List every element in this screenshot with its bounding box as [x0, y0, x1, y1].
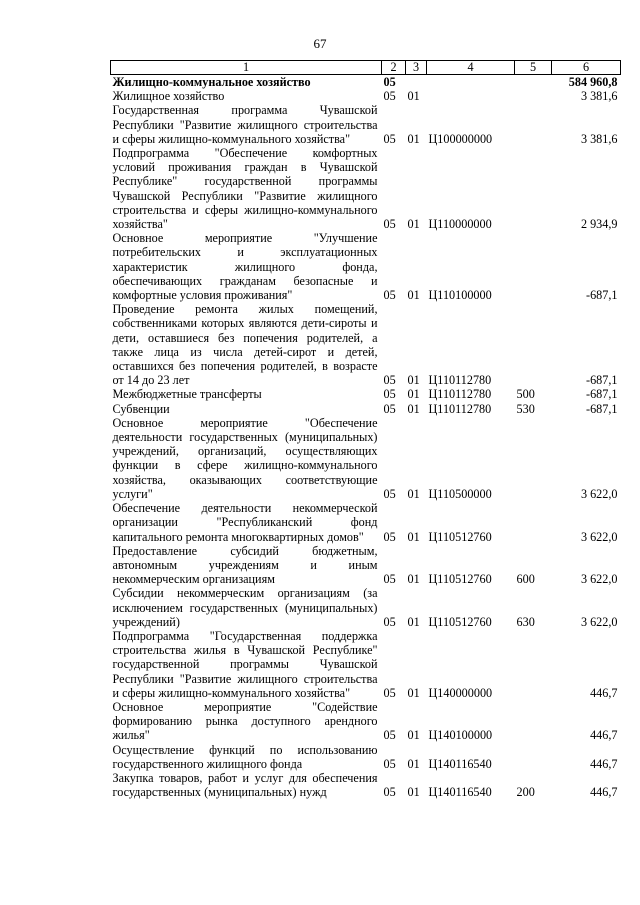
row-subsection-cell: 01: [407, 373, 420, 388]
row-subsection-cell: 01: [407, 486, 420, 501]
table-row: [111, 146, 621, 231]
table-row: [111, 402, 621, 416]
row-target-article-cell: Ц140116540: [428, 785, 492, 800]
row-target-article-cell: Ц110112780: [428, 387, 492, 402]
row-target-article-cell: Ц140000000: [428, 685, 493, 700]
row-expense-type-cell: [515, 416, 552, 501]
row-expense-type-cell: [515, 103, 552, 146]
row-subsection-cell: 01: [407, 756, 420, 771]
table-body: [111, 75, 621, 800]
row-target-article-cell: Ц100000000: [428, 131, 493, 146]
row-section-cell: 05: [383, 785, 396, 800]
table-row: [111, 89, 621, 103]
table-row: [111, 629, 621, 700]
row-name-cell: Субвенции: [112, 401, 170, 416]
row-amount-cell: 446,7: [590, 785, 618, 800]
row-section-cell: 05: [383, 75, 396, 89]
row-section-cell: 05: [383, 529, 396, 544]
row-name-cell: Проведение ремонта жилых помещений, собственниками которых являются дети-сироты и дети, оставшиеся без попечения родителей, а также лица из числа детей-сирот и детей, оставшихся без попечения родителей, в возрасте от 14 до 23 лет: [112, 302, 378, 388]
table-row: [111, 387, 621, 401]
row-target-article-cell: Ц110112780: [428, 401, 492, 416]
row-expense-type-cell: [515, 75, 552, 90]
row-expense-type-cell: [515, 89, 552, 103]
row-expense-type-cell: [515, 302, 552, 387]
row-expense-type-cell: 500: [516, 387, 535, 402]
row-name-cell: Подпрограмма "Обеспечение комфортных условий проживания граждан в Чувашской Республике" государственной программы Чувашской Республики "Развитие жилищного строительства и сферы жилищно-коммунального хозяйства": [112, 146, 378, 232]
row-amount-cell: 3 622,0: [580, 614, 618, 629]
row-expense-type-cell: [515, 146, 552, 231]
header-cell: 1: [111, 61, 382, 75]
row-name-cell: Государственная программа Чувашской Республики "Развитие жилищного строительства и сферы жилищно-коммунального хозяйства": [112, 103, 378, 146]
row-name-cell: Жилищное хозяйство: [112, 89, 225, 104]
table-row: [111, 416, 621, 501]
row-section-cell: 05: [383, 288, 396, 303]
row-section-cell: 05: [383, 217, 396, 232]
row-name-cell: Межбюджетные трансферты: [112, 387, 262, 402]
row-subsection-cell: 01: [407, 217, 420, 232]
row-target-article-cell: Ц110100000: [428, 288, 492, 303]
table-row: [111, 586, 621, 629]
row-subsection-cell: 01: [407, 785, 420, 800]
row-amount-cell: 2 934,9: [580, 217, 618, 232]
row-name-cell: Предоставление субсидий бюджетным, автономным учреждениям и иным некоммерческим организациям: [112, 543, 378, 587]
row-expense-type-cell: [515, 231, 552, 302]
table-row: [111, 771, 621, 799]
row-subsection-cell: 01: [407, 728, 420, 743]
row-subsection-cell: 01: [407, 614, 420, 629]
row-expense-type-cell: [515, 629, 552, 700]
row-target-article-cell: Ц110512760: [428, 614, 492, 629]
row-expense-type-cell: [515, 743, 552, 771]
row-amount-cell: 3 622,0: [580, 572, 618, 587]
row-amount-cell: 3 622,0: [580, 486, 618, 501]
row-subsection-cell: [406, 75, 427, 90]
row-section-cell: 05: [383, 401, 396, 416]
row-section-cell: 05: [383, 89, 396, 104]
row-expense-type-cell: [515, 700, 552, 743]
row-expense-type-cell: 630: [516, 614, 535, 629]
row-name-cell: Закупка товаров, работ и услуг для обеспечения государственных (муниципальных) нужд: [112, 770, 378, 800]
row-expense-type-cell: 530: [516, 401, 535, 416]
table-row: [111, 302, 621, 387]
row-subsection-cell: 01: [407, 572, 420, 587]
table-row: [111, 743, 621, 771]
header-cell: 3: [406, 61, 427, 75]
row-section-cell: 05: [383, 373, 396, 388]
row-name-cell: Основное мероприятие "Содействие формированию рынка доступного арендного жилья": [112, 699, 378, 743]
row-section-cell: 05: [383, 756, 396, 771]
header-cell: 5: [515, 61, 552, 75]
row-section-cell: 05: [383, 728, 396, 743]
row-name-cell: Осуществление функций по использованию государственного жилищного фонда: [112, 742, 378, 771]
row-amount-cell: -687,1: [586, 373, 618, 388]
table-header-row: [111, 61, 621, 75]
row-name-cell: Основное мероприятие "Улучшение потребительских и эксплуатационных характеристик жилищного фонда, обеспечивающих гражданам безопасные и комфортные условия проживания": [112, 231, 378, 303]
row-subsection-cell: 01: [407, 131, 420, 146]
row-section-cell: 05: [383, 572, 396, 587]
row-target-article-cell: [427, 89, 515, 103]
table-row: [111, 103, 621, 146]
table-row: [111, 75, 621, 90]
row-name-cell: Жилищно-коммунальное хозяйство: [112, 75, 311, 89]
row-target-article-cell: Ц110000000: [428, 217, 492, 232]
row-section-cell: 05: [383, 685, 396, 700]
row-name-cell: Обеспечение деятельности некоммерческой организации "Республиканский фонд капитального ремонта многоквартирных домов": [112, 501, 378, 544]
table-row: [111, 231, 621, 302]
row-subsection-cell: 01: [407, 89, 420, 104]
row-target-article-cell: Ц110500000: [428, 486, 492, 501]
row-section-cell: 05: [383, 131, 396, 146]
row-target-article-cell: Ц110512760: [428, 572, 492, 587]
budget-table: [110, 60, 621, 799]
table-row: [111, 544, 621, 587]
page-number: 67: [313, 36, 327, 51]
row-target-article-cell: [427, 75, 515, 90]
row-amount-cell: 3 381,6: [580, 131, 618, 146]
row-amount-cell: -687,1: [586, 387, 618, 402]
row-subsection-cell: 01: [407, 387, 420, 402]
row-expense-type-cell: [515, 501, 552, 544]
row-target-article-cell: Ц110112780: [428, 373, 492, 388]
row-subsection-cell: 01: [407, 685, 420, 700]
row-amount-cell: 446,7: [590, 728, 618, 743]
row-subsection-cell: 01: [407, 288, 420, 303]
table-row: [111, 700, 621, 743]
row-name-cell: Подпрограмма "Государственная поддержка строительства жилья в Чувашской Республике" государственной программы Чувашской Республики "Развитие жилищного строительства и сферы жилищно-коммунального хозяйства": [112, 628, 378, 700]
row-amount-cell: 446,7: [590, 756, 618, 771]
row-expense-type-cell: 200: [516, 785, 535, 800]
row-amount-cell: 584 960,8: [568, 75, 618, 89]
row-name-cell: Субсидии некоммерческим организациям (за исключением государственных (муниципальных) учреждений): [112, 586, 378, 629]
row-subsection-cell: 01: [407, 401, 420, 416]
row-subsection-cell: 01: [407, 529, 420, 544]
row-section-cell: 05: [383, 614, 396, 629]
row-amount-cell: 3 622,0: [580, 529, 618, 544]
row-amount-cell: 446,7: [590, 685, 618, 700]
header-cell: 4: [427, 61, 515, 75]
row-amount-cell: -687,1: [586, 288, 618, 303]
row-target-article-cell: Ц140116540: [428, 756, 492, 771]
row-name-cell: Основное мероприятие "Обеспечение деятельности государственных (муниципальных) учреждений, организаций, осуществляющих функции в сфере жилищно-коммунального хозяйства, оказывающих соответствующие услуги": [112, 415, 378, 501]
row-amount-cell: 3 381,6: [580, 89, 618, 104]
row-section-cell: 05: [383, 486, 396, 501]
table-row: [111, 501, 621, 544]
header-cell: 6: [552, 61, 621, 75]
row-expense-type-cell: 600: [516, 572, 535, 587]
row-amount-cell: -687,1: [586, 401, 618, 416]
row-target-article-cell: Ц110512760: [428, 529, 492, 544]
row-section-cell: 05: [383, 387, 396, 402]
row-target-article-cell: Ц140100000: [428, 728, 493, 743]
header-cell: 2: [382, 61, 406, 75]
